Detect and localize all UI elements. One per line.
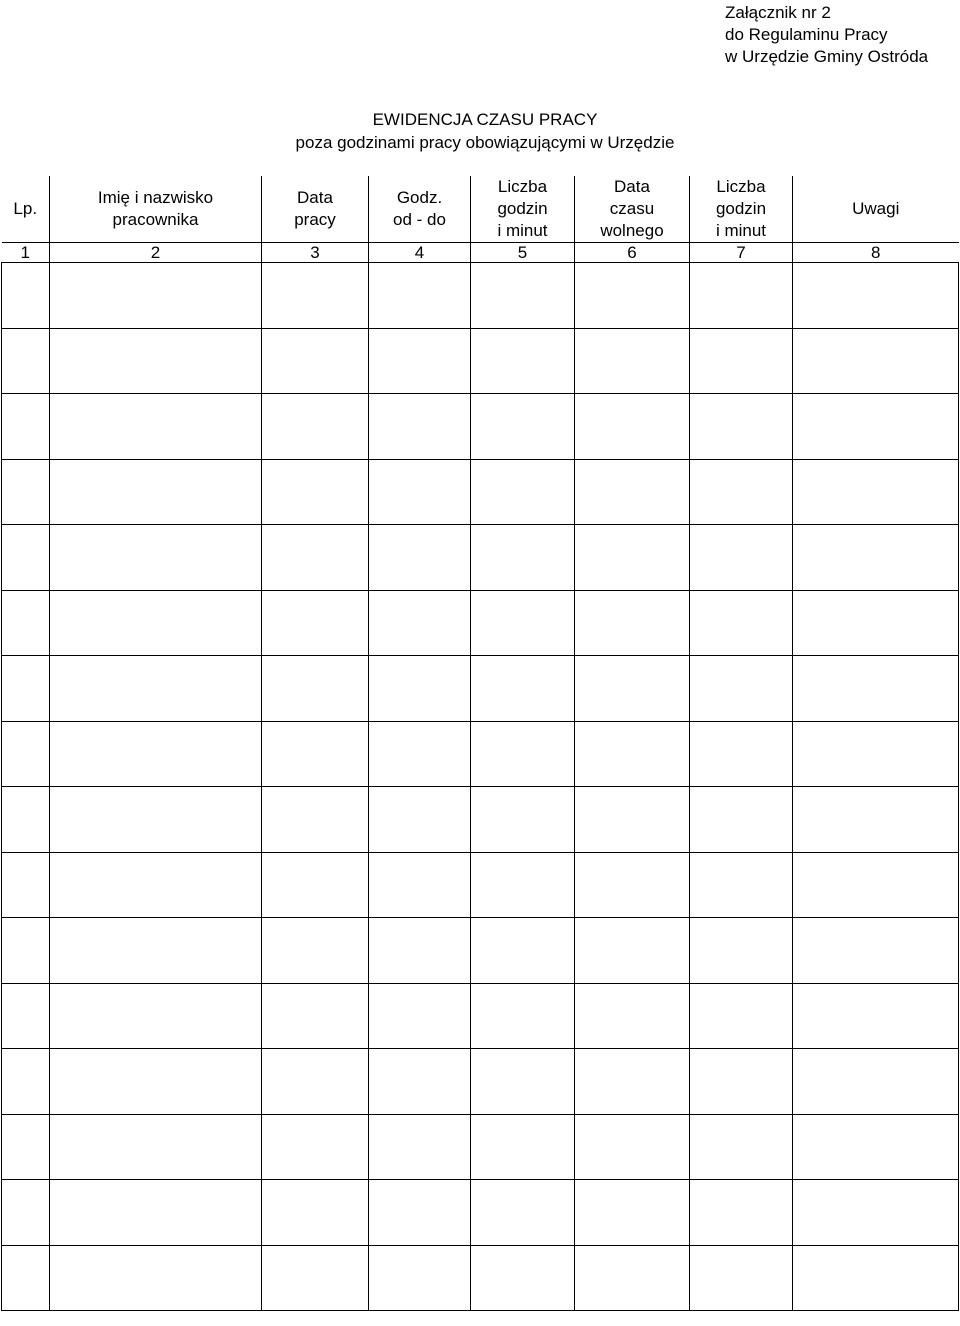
table-cell [793, 1180, 959, 1246]
table-cell [575, 852, 690, 918]
header-label: godzin [497, 199, 548, 218]
column-number: 3 [262, 243, 369, 263]
document-title: EWIDENCJA CZASU PRACY [372, 110, 598, 129]
table-cell [262, 787, 369, 853]
table-cell [2, 983, 50, 1049]
table-cell [471, 918, 575, 984]
table-row [2, 1049, 959, 1115]
table-cell [50, 918, 262, 984]
table-cell [2, 394, 50, 460]
table-cell [369, 1245, 471, 1311]
table-cell [575, 1114, 690, 1180]
table-cell [690, 328, 793, 394]
header-label: Data [297, 188, 333, 207]
table-row [2, 656, 959, 722]
table-cell [471, 1245, 575, 1311]
table-cell [262, 1245, 369, 1311]
table-cell [690, 590, 793, 656]
table-cell [690, 525, 793, 591]
attachment-line: do Regulaminu Pracy [725, 25, 888, 44]
table-cell [262, 852, 369, 918]
table-cell [690, 656, 793, 722]
table-cell [262, 590, 369, 656]
table-cell [793, 1245, 959, 1311]
table-cell [575, 459, 690, 525]
table-cell [690, 394, 793, 460]
table-cell [471, 983, 575, 1049]
header-cell-free-time-date [575, 176, 690, 243]
table-cell [50, 1049, 262, 1115]
table-cell [471, 721, 575, 787]
table-cell [50, 721, 262, 787]
table-row [2, 983, 959, 1049]
table-cell [262, 1114, 369, 1180]
table-cell [793, 459, 959, 525]
table-cell [575, 787, 690, 853]
table-row [2, 721, 959, 787]
table-cell [2, 721, 50, 787]
table-cell [575, 1180, 690, 1246]
table-cell [575, 263, 690, 329]
header-label: Liczba [716, 177, 766, 196]
table-cell [50, 525, 262, 591]
table-cell [2, 525, 50, 591]
table-cell [690, 983, 793, 1049]
table-cell [690, 1245, 793, 1311]
table-row [2, 328, 959, 394]
table-cell [471, 328, 575, 394]
header-cell-free-hours-minutes [690, 176, 793, 243]
table-cell [793, 525, 959, 591]
header-label: godzin [715, 199, 767, 218]
table-cell [50, 1180, 262, 1246]
table-cell [262, 525, 369, 591]
table-cell [471, 1049, 575, 1115]
time-log-table [1, 176, 959, 1311]
table-cell [793, 656, 959, 722]
table-cell [369, 525, 471, 591]
table-cell [575, 721, 690, 787]
table-cell [50, 590, 262, 656]
table-row [2, 525, 959, 591]
table-header-row [2, 176, 959, 243]
table-row [2, 787, 959, 853]
header-cell-work-date [262, 176, 369, 243]
table-cell [793, 590, 959, 656]
table-cell [471, 852, 575, 918]
table-cell [369, 394, 471, 460]
table-cell [262, 1049, 369, 1115]
table-cell [369, 1180, 471, 1246]
table-cell [369, 328, 471, 394]
attachment-note [725, 2, 928, 68]
table-cell [575, 394, 690, 460]
table-cell [793, 983, 959, 1049]
table-cell [262, 1180, 369, 1246]
header-label: pracownika [112, 210, 199, 229]
table-cell [690, 852, 793, 918]
attachment-line: Załącznik nr 2 [725, 3, 831, 22]
table-cell [262, 918, 369, 984]
table-row [2, 1180, 959, 1246]
table-row [2, 852, 959, 918]
table-cell [575, 328, 690, 394]
table-cell [793, 721, 959, 787]
table-cell [2, 1245, 50, 1311]
table-row [2, 263, 959, 329]
table-cell [793, 394, 959, 460]
table-cell [575, 983, 690, 1049]
table-cell [369, 721, 471, 787]
table-cell [793, 787, 959, 853]
table-cell [471, 1180, 575, 1246]
table-cell [793, 263, 959, 329]
table-cell [2, 328, 50, 394]
table-cell [575, 656, 690, 722]
table-cell [471, 590, 575, 656]
table-cell [369, 263, 471, 329]
header-cell-hours-range [369, 176, 471, 243]
column-number: 1 [2, 243, 50, 263]
table-cell [2, 263, 50, 329]
table-cell [793, 1049, 959, 1115]
column-number: 7 [690, 243, 793, 263]
table-cell [50, 1245, 262, 1311]
table-cell [793, 852, 959, 918]
document-subtitle: poza godzinami pracy obowiązującymi w Urzędzie [295, 133, 675, 152]
table-cell [262, 721, 369, 787]
table-row [2, 1245, 959, 1311]
table-cell [471, 787, 575, 853]
table-cell [690, 459, 793, 525]
table-cell [369, 918, 471, 984]
header-label: Lp. [13, 199, 38, 218]
table-cell [50, 459, 262, 525]
table-cell [690, 1114, 793, 1180]
table-cell [575, 1049, 690, 1115]
table-cell [50, 394, 262, 460]
header-cell-lp [2, 176, 50, 243]
table-row [2, 590, 959, 656]
column-number: 5 [471, 243, 575, 263]
table-cell [471, 656, 575, 722]
table-cell [471, 1114, 575, 1180]
table-cell [575, 525, 690, 591]
table-cell [262, 983, 369, 1049]
header-label: czasu [609, 199, 655, 218]
table-cell [471, 459, 575, 525]
table-cell [369, 590, 471, 656]
table-cell [50, 787, 262, 853]
table-cell [793, 1114, 959, 1180]
table-cell [2, 656, 50, 722]
table-cell [575, 1245, 690, 1311]
header-cell-hours-minutes [471, 176, 575, 243]
header-label: Uwagi [852, 199, 900, 218]
table-cell [369, 852, 471, 918]
header-label: wolnego [600, 221, 664, 240]
column-number: 4 [369, 243, 471, 263]
header-label: Imię i nazwisko [97, 188, 214, 207]
table-cell [50, 852, 262, 918]
column-number: 2 [50, 243, 262, 263]
table-cell [369, 459, 471, 525]
header-label: i minut [715, 221, 767, 240]
table-cell [2, 918, 50, 984]
attachment-line: w Urzędzie Gminy Ostróda [725, 47, 929, 66]
table-cell [50, 263, 262, 329]
table-cell [690, 787, 793, 853]
table-cell [369, 1114, 471, 1180]
table-cell [2, 459, 50, 525]
column-number: 6 [575, 243, 690, 263]
header-cell-remarks [793, 176, 959, 243]
table-row [2, 394, 959, 460]
table-cell [262, 394, 369, 460]
table-row [2, 459, 959, 525]
table-cell [471, 263, 575, 329]
table-cell [369, 787, 471, 853]
table-row [2, 1114, 959, 1180]
table-cell [690, 1180, 793, 1246]
header-label: Liczba [497, 177, 548, 196]
table-cell [471, 394, 575, 460]
table-cell [471, 525, 575, 591]
column-number-row [2, 243, 959, 263]
table-cell [50, 328, 262, 394]
table-cell [690, 918, 793, 984]
table-cell [793, 328, 959, 394]
table-cell [2, 852, 50, 918]
table-cell [262, 656, 369, 722]
table-cell [369, 656, 471, 722]
table-cell [690, 1049, 793, 1115]
table-cell [262, 459, 369, 525]
table-cell [690, 721, 793, 787]
table-cell [262, 328, 369, 394]
table-cell [2, 1049, 50, 1115]
table-cell [575, 918, 690, 984]
header-label: Godz. [396, 188, 443, 207]
column-number: 8 [793, 243, 959, 263]
header-cell-name [50, 176, 262, 243]
table-cell [50, 1114, 262, 1180]
table-cell [50, 656, 262, 722]
table-cell [2, 1114, 50, 1180]
table-cell [2, 590, 50, 656]
table-cell [262, 263, 369, 329]
header-label: od - do [393, 210, 446, 229]
header-label: Data [614, 177, 650, 196]
table-cell [369, 1049, 471, 1115]
table-cell [793, 918, 959, 984]
table-cell [369, 983, 471, 1049]
table-cell [2, 787, 50, 853]
header-label: pracy [294, 210, 336, 229]
table-cell [2, 1180, 50, 1246]
table-cell [575, 590, 690, 656]
header-label: i minut [497, 221, 548, 240]
table-cell [50, 983, 262, 1049]
table-row [2, 918, 959, 984]
table-cell [690, 263, 793, 329]
